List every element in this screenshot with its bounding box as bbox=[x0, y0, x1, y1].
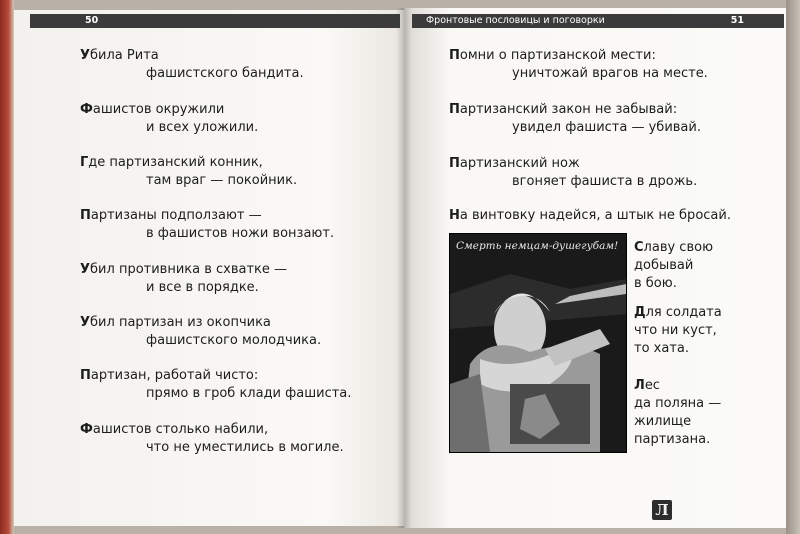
running-title: Фронтовые пословицы и поговорки bbox=[426, 15, 605, 26]
header-bar-left bbox=[30, 14, 400, 28]
proverb: Убила Рита фашистского бандита. bbox=[80, 48, 304, 81]
header-bar-right bbox=[412, 14, 784, 28]
side-proverb: Славу свою добывай в бою. bbox=[634, 240, 714, 291]
book-gutter bbox=[396, 8, 412, 528]
page-number-left: 50 bbox=[85, 15, 99, 26]
poster-caption: Смерть немцам-душегубам! bbox=[456, 240, 619, 252]
proverb: Партизан, работай чисто: прямо в гроб клади фашиста. bbox=[80, 368, 352, 401]
side-proverb: Для солдата что ни куст, то хата. bbox=[634, 305, 722, 356]
proverb: На винтовку надейся, а штык не бросай. bbox=[449, 208, 731, 223]
proverb: Помни о партизанской мести: уничтожай врагов на месте. bbox=[449, 48, 708, 81]
proverb: Фашистов столько набили, что не уместились в могиле. bbox=[80, 422, 344, 455]
proverb: Партизанский нож вгоняет фашиста в дрожь. bbox=[449, 156, 698, 189]
proverb: Где партизанский конник, там враг — покойник. bbox=[80, 155, 298, 188]
war-poster-illustration bbox=[449, 233, 627, 453]
labirint-logo-icon: Л bbox=[652, 500, 672, 520]
proverb: Фашистов окружили и всех уложили. bbox=[80, 102, 259, 135]
side-proverb: Лес да поляна — жилище партизана. bbox=[634, 378, 722, 447]
proverb: Партизаны подползают — в фашистов ножи вонзают. bbox=[80, 208, 335, 241]
proverb: Убил партизан из окопчика фашистского молодчика. bbox=[80, 315, 322, 348]
page-number-right: 51 bbox=[730, 15, 744, 26]
poster-artwork bbox=[450, 234, 626, 452]
proverb: Партизанский закон не забывай: увидел фашиста — убивай. bbox=[449, 102, 701, 135]
book-cover-edge bbox=[0, 0, 14, 534]
book-edge-right bbox=[786, 0, 800, 534]
proverb: Убил противника в схватке — и все в порядке. bbox=[80, 262, 288, 295]
